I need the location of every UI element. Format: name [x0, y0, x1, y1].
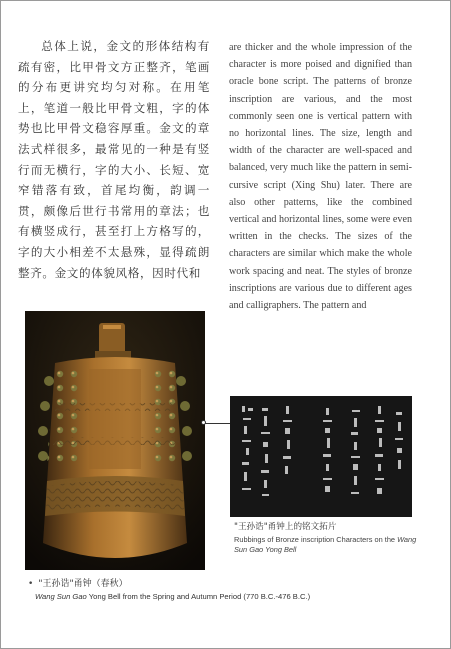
bell-caption-en — [35, 592, 435, 601]
rubbing-caption-en-prefix: Rubbings of Bronze inscription Characters on the — [234, 535, 398, 544]
rubbing-caption-en — [234, 535, 419, 555]
bell-caption-en-rest: Yong Bell from the Spring and Autumn Period (770 B.C.-476 B.C.) — [86, 592, 311, 601]
rubbing-caption-en-italic: Wang Sun Gao Yong Bell — [234, 535, 417, 554]
chinese-paragraph: 总体上说，金文的形体结构有疏有密，比甲骨文方正整齐，笔画的分布更讲究均匀对称。在用笔上，笔道一般比甲骨文粗，字的体势也比甲骨文稳容厚重。金文的章法式样很多，最常见的一种是有竖行而无横行，字的大小、长短、宽窄错落有致，首尾均衡，韵调一贯，颇像后世行书常用的章法；也有横竖成行，甚至打上方格写的，字的大小相差不太悬殊，显得疏朗整齐。金文的体貌风格，因时代和 — [18, 39, 210, 280]
bell-caption-cn-line — [28, 576, 128, 589]
bronze-bell-photo — [25, 311, 205, 570]
chinese-text-column — [18, 36, 210, 283]
connector-line — [205, 423, 230, 424]
bullet: • — [28, 579, 34, 589]
english-text-column — [229, 39, 412, 314]
inscription-rubbing-photo — [230, 396, 412, 517]
bell-caption-en-italic: Wang Sun Gao — [35, 592, 87, 601]
rubbing-image — [230, 396, 412, 517]
bell-caption-cn: "王孙诰"甬钟（春秋） — [38, 579, 128, 589]
english-paragraph: are thicker and the whole impression of the character is more poised and dignified than oracle bone script. The patterns of bronze inscription are various, and the most commonly seen one is vertical pattern with no horizontal lines. The size, length and width of the character are well-spaced and balanced, very much like the pattern in semi-cursive script (Xing Shu) later. There are also other patterns, like the combined vertical and horizontal lines, some were even written in the checks. The sizes of the characters are similar which make the whole work spacing and neat. The styles of bronze inscriptions are various due to different ages and calligraphers. The pattern and — [229, 42, 412, 312]
rubbing-caption-cn: "王孙诰"甬钟上的铭文拓片 — [234, 522, 337, 532]
bronze-bell-image — [25, 311, 205, 570]
